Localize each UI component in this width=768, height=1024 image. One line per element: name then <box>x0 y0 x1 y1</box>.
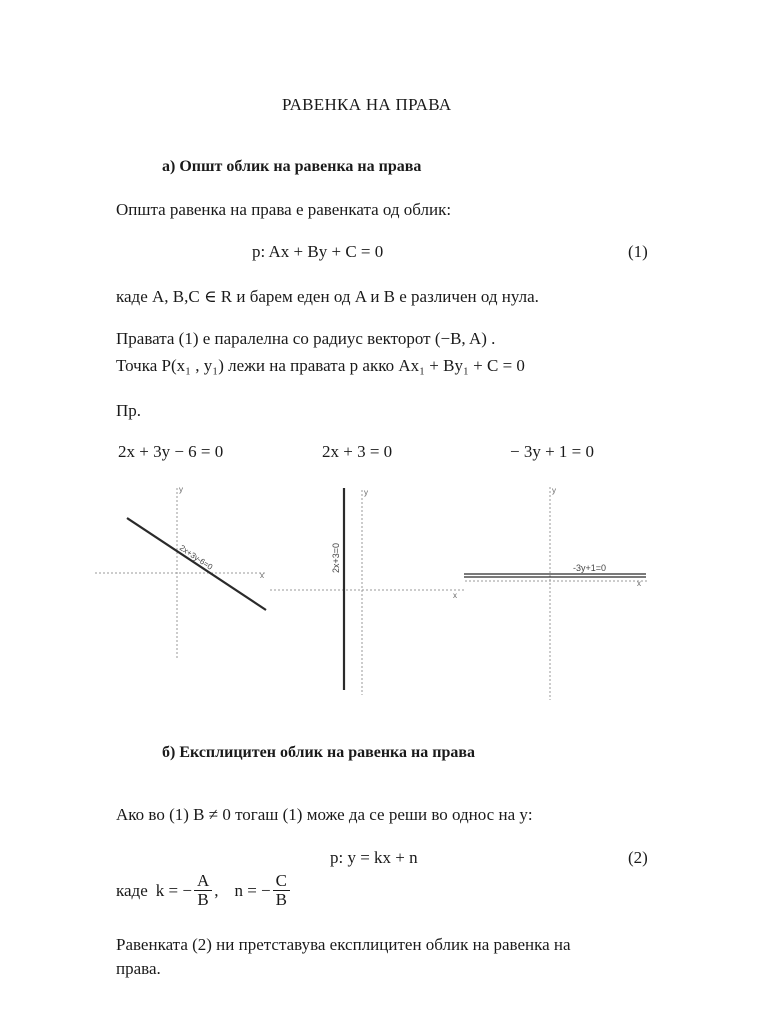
graph-3-x-label: x <box>637 579 641 588</box>
equation-number-1: (1) <box>628 242 648 261</box>
graph-3-line-label: -3y+1=0 <box>573 563 607 573</box>
graph-1 <box>90 480 280 665</box>
example-equation-1: 2x + 3y − 6 = 0 <box>118 442 224 461</box>
graph-1-line <box>127 518 266 610</box>
graph-2-line-label: 2x+3=0 <box>331 542 341 573</box>
conclusion-line-1: Равенката (2) ни претставува експлицитен облик на равенка на <box>116 935 571 954</box>
graph-3 <box>460 482 655 704</box>
n-fraction <box>273 872 290 909</box>
graph-2 <box>265 485 465 700</box>
k-fraction <box>194 872 212 909</box>
conclusion-line-2: права. <box>116 959 161 978</box>
n-numerator: C <box>273 872 290 891</box>
graph-1-line-label: 2x+3y-6=0 <box>177 543 215 572</box>
page-title: РАВЕНКА НА ПРАВА <box>282 95 452 114</box>
coefficients-line <box>116 872 292 909</box>
graph-1-x-label: x <box>260 571 264 580</box>
section-b-intro: Ако во (1) B ≠ 0 тогаш (1) може да се реши во однос на y: <box>116 805 533 824</box>
graph-2-y-label: y <box>364 488 368 497</box>
example-equation-3: − 3y + 1 = 0 <box>510 442 595 461</box>
section-a-intro: Општа равенка на права е равенката од облик: <box>116 200 452 219</box>
k-numerator: A <box>194 872 212 891</box>
section-b-heading: б) Експлицитен облик на равенка на права <box>162 744 475 761</box>
section-a-heading: а) Општ облик на равенка на права <box>162 158 422 175</box>
n-denominator: B <box>275 890 287 909</box>
point-text: Точка P(x₁ , y₁) лежи на правата p акко Ax₁ + By₁ + C = 0 <box>116 356 525 375</box>
where-label: каде <box>116 880 148 900</box>
comma: , <box>214 880 219 900</box>
k-denominator: B <box>197 890 209 909</box>
equation-number-2: (2) <box>628 848 648 867</box>
example-label: Пр. <box>116 401 142 420</box>
n-prefix: n = − <box>234 880 271 900</box>
k-prefix: k = − <box>155 880 192 900</box>
example-equation-2: 2x + 3 = 0 <box>322 442 393 461</box>
general-equation: p: Ax + By + C = 0 <box>252 242 384 261</box>
graph-1-y-label: y <box>179 485 183 494</box>
graph-3-y-label: y <box>552 486 556 495</box>
explicit-equation: p: y = kx + n <box>330 848 418 867</box>
parallel-text: Правата (1) е паралелна со радиус векторот (−B, A) . <box>116 329 496 348</box>
condition-text: каде A, B,C ∈ R и барем еден од A и B е различен од нула. <box>116 287 539 306</box>
graph-2-x-label: x <box>453 591 457 600</box>
